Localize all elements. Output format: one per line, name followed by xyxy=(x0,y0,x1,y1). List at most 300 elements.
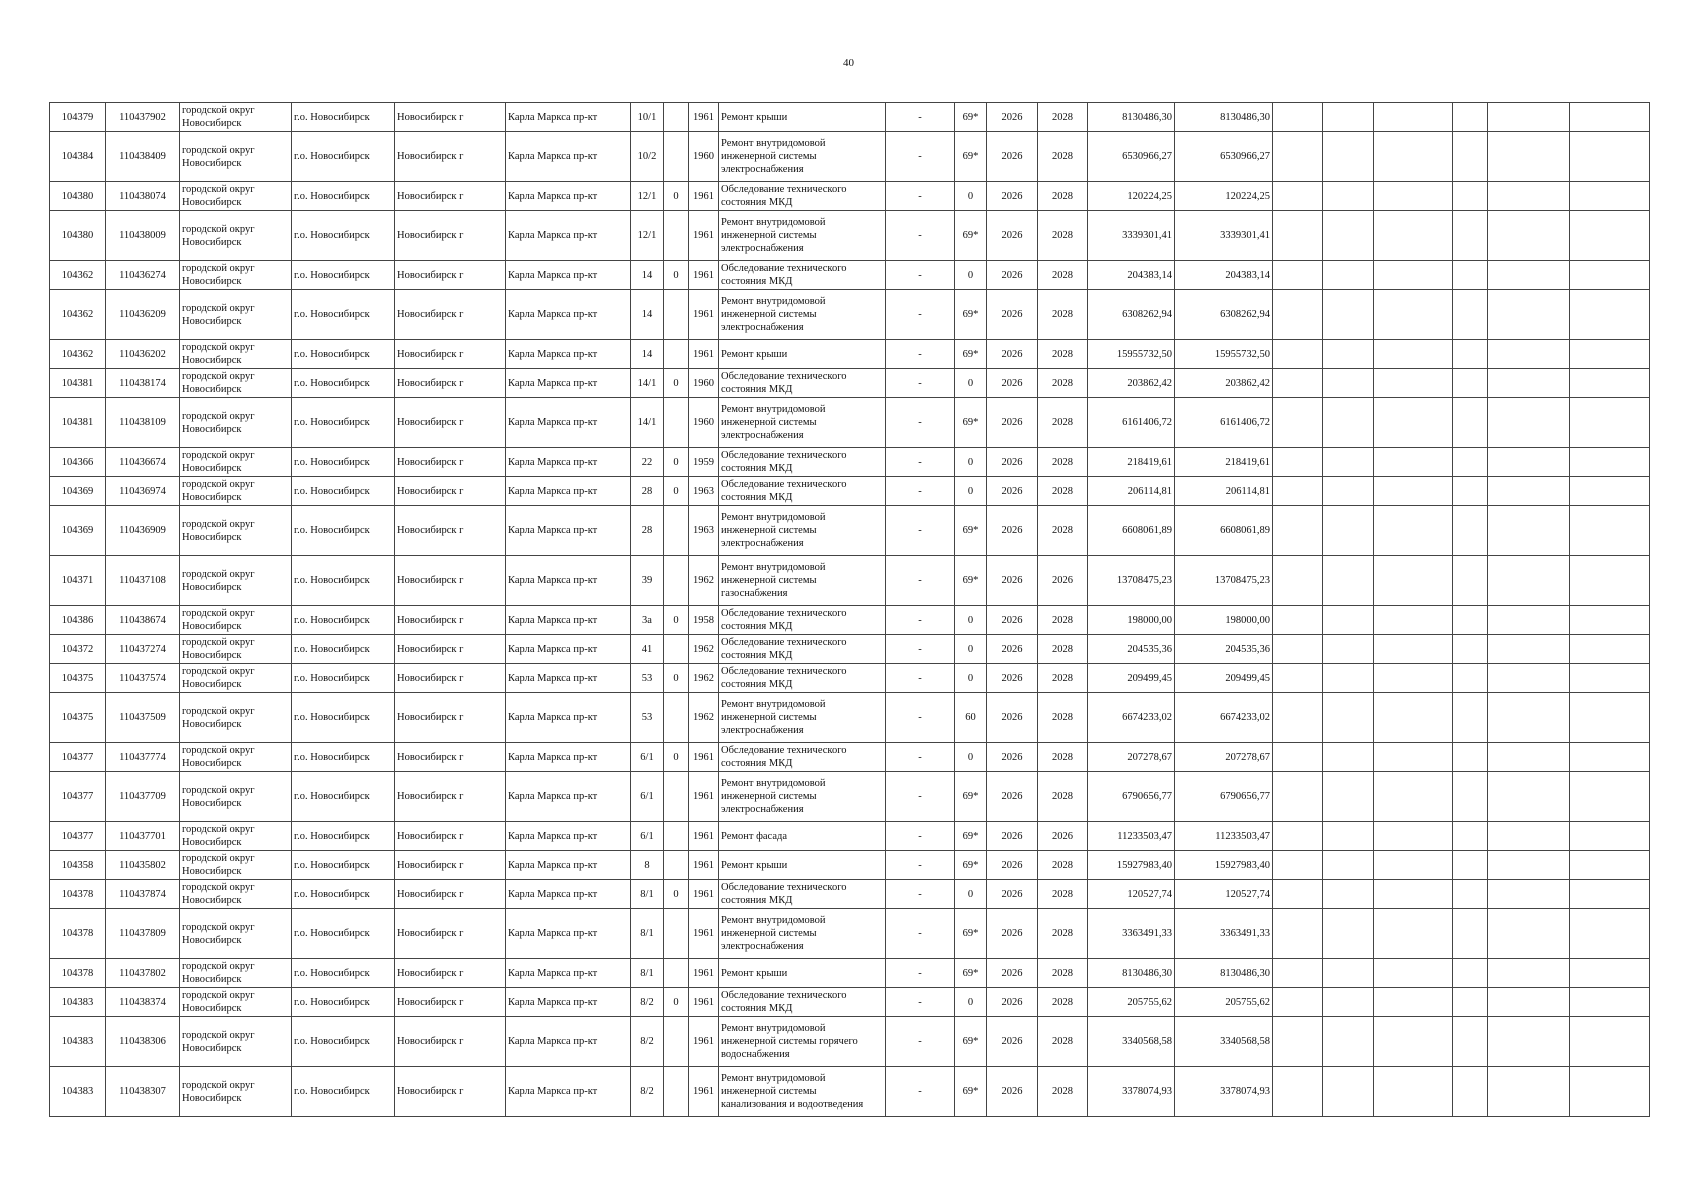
house-number-cell: 22 xyxy=(631,448,664,477)
empty-cell xyxy=(1374,664,1453,693)
work-type-cell: Ремонт внутридомовой инженерной системы электроснабжения xyxy=(719,772,886,822)
work-type-cell: Ремонт крыши xyxy=(719,959,886,988)
empty-cell xyxy=(1453,909,1488,959)
wear-percent-cell: 69* xyxy=(955,1017,987,1067)
empty-cell xyxy=(1374,398,1453,448)
wear-percent-cell: 0 xyxy=(955,606,987,635)
work-type-cell: Обследование технического состояния МКД xyxy=(719,988,886,1017)
object-id-cell: 104372 xyxy=(50,635,106,664)
mark-cell xyxy=(664,556,689,606)
empty-cell xyxy=(1570,369,1650,398)
total-cost-cell: 204383,14 xyxy=(1175,261,1273,290)
empty-cell xyxy=(1488,448,1570,477)
end-year-cell: 2028 xyxy=(1038,1017,1088,1067)
house-number-cell: 28 xyxy=(631,506,664,556)
object-id-cell: 104369 xyxy=(50,477,106,506)
table-row xyxy=(50,556,1650,606)
table-row xyxy=(50,211,1650,261)
municipality-cell: городской округ Новосибирск xyxy=(180,132,292,182)
empty-cell xyxy=(1374,822,1453,851)
empty-cell xyxy=(1570,1017,1650,1067)
mark-cell xyxy=(664,822,689,851)
build-year-cell: 1961 xyxy=(689,743,719,772)
table-row xyxy=(50,369,1650,398)
dash-cell: - xyxy=(886,1067,955,1117)
mark-cell xyxy=(664,211,689,261)
city-district-cell: г.о. Новосибирск xyxy=(292,506,395,556)
empty-cell xyxy=(1374,290,1453,340)
wear-percent-cell: 0 xyxy=(955,664,987,693)
cost-cell: 209499,45 xyxy=(1088,664,1175,693)
work-type-cell: Ремонт фасада xyxy=(719,822,886,851)
empty-cell xyxy=(1374,211,1453,261)
total-cost-cell: 11233503,47 xyxy=(1175,822,1273,851)
municipality-cell: городской округ Новосибирск xyxy=(180,880,292,909)
empty-cell xyxy=(1453,132,1488,182)
mark-cell: 0 xyxy=(664,664,689,693)
work-code-cell: 110437902 xyxy=(106,103,180,132)
empty-cell xyxy=(1273,448,1323,477)
work-type-cell: Ремонт внутридомовой инженерной системы электроснабжения xyxy=(719,211,886,261)
build-year-cell: 1961 xyxy=(689,211,719,261)
empty-cell xyxy=(1374,261,1453,290)
end-year-cell: 2028 xyxy=(1038,664,1088,693)
build-year-cell: 1963 xyxy=(689,477,719,506)
build-year-cell: 1958 xyxy=(689,606,719,635)
work-type-cell: Обследование технического состояния МКД xyxy=(719,477,886,506)
empty-cell xyxy=(1323,132,1374,182)
dash-cell: - xyxy=(886,182,955,211)
object-id-cell: 104377 xyxy=(50,743,106,772)
house-number-cell: 53 xyxy=(631,693,664,743)
empty-cell xyxy=(1323,261,1374,290)
empty-cell xyxy=(1488,1017,1570,1067)
empty-cell xyxy=(1273,369,1323,398)
empty-cell xyxy=(1374,1067,1453,1117)
street-cell: Карла Маркса пр-кт xyxy=(506,340,631,369)
empty-cell xyxy=(1374,959,1453,988)
total-cost-cell: 209499,45 xyxy=(1175,664,1273,693)
work-code-cell: 110438009 xyxy=(106,211,180,261)
start-year-cell: 2026 xyxy=(987,959,1038,988)
street-cell: Карла Маркса пр-кт xyxy=(506,959,631,988)
start-year-cell: 2026 xyxy=(987,851,1038,880)
end-year-cell: 2028 xyxy=(1038,1067,1088,1117)
start-year-cell: 2026 xyxy=(987,132,1038,182)
settlement-cell: Новосибирск г xyxy=(395,851,506,880)
municipality-cell: городской округ Новосибирск xyxy=(180,211,292,261)
wear-percent-cell: 69* xyxy=(955,1067,987,1117)
city-district-cell: г.о. Новосибирск xyxy=(292,132,395,182)
settlement-cell: Новосибирск г xyxy=(395,182,506,211)
empty-cell xyxy=(1273,909,1323,959)
start-year-cell: 2026 xyxy=(987,743,1038,772)
dash-cell: - xyxy=(886,132,955,182)
municipality-cell: городской округ Новосибирск xyxy=(180,261,292,290)
table-row xyxy=(50,664,1650,693)
empty-cell xyxy=(1273,398,1323,448)
end-year-cell: 2028 xyxy=(1038,448,1088,477)
table-row xyxy=(50,103,1650,132)
municipality-cell: городской округ Новосибирск xyxy=(180,959,292,988)
settlement-cell: Новосибирск г xyxy=(395,290,506,340)
street-cell: Карла Маркса пр-кт xyxy=(506,261,631,290)
empty-cell xyxy=(1488,340,1570,369)
settlement-cell: Новосибирск г xyxy=(395,211,506,261)
street-cell: Карла Маркса пр-кт xyxy=(506,506,631,556)
street-cell: Карла Маркса пр-кт xyxy=(506,398,631,448)
house-number-cell: 10/1 xyxy=(631,103,664,132)
municipality-cell: городской округ Новосибирск xyxy=(180,369,292,398)
work-code-cell: 110437874 xyxy=(106,880,180,909)
empty-cell xyxy=(1273,182,1323,211)
street-cell: Карла Маркса пр-кт xyxy=(506,556,631,606)
object-id-cell: 104377 xyxy=(50,772,106,822)
empty-cell xyxy=(1374,880,1453,909)
empty-cell xyxy=(1323,477,1374,506)
city-district-cell: г.о. Новосибирск xyxy=(292,398,395,448)
cost-cell: 206114,81 xyxy=(1088,477,1175,506)
table-body xyxy=(50,103,1650,1117)
cost-cell: 15955732,50 xyxy=(1088,340,1175,369)
build-year-cell: 1961 xyxy=(689,880,719,909)
empty-cell xyxy=(1453,506,1488,556)
empty-cell xyxy=(1488,988,1570,1017)
start-year-cell: 2026 xyxy=(987,772,1038,822)
wear-percent-cell: 0 xyxy=(955,477,987,506)
empty-cell xyxy=(1374,103,1453,132)
work-type-cell: Ремонт внутридомовой инженерной системы электроснабжения xyxy=(719,506,886,556)
mark-cell xyxy=(664,1067,689,1117)
empty-cell xyxy=(1453,693,1488,743)
empty-cell xyxy=(1488,693,1570,743)
city-district-cell: г.о. Новосибирск xyxy=(292,369,395,398)
street-cell: Карла Маркса пр-кт xyxy=(506,988,631,1017)
empty-cell xyxy=(1273,477,1323,506)
street-cell: Карла Маркса пр-кт xyxy=(506,635,631,664)
table-row xyxy=(50,132,1650,182)
work-code-cell: 110437274 xyxy=(106,635,180,664)
city-district-cell: г.о. Новосибирск xyxy=(292,693,395,743)
cost-cell: 3378074,93 xyxy=(1088,1067,1175,1117)
settlement-cell: Новосибирск г xyxy=(395,635,506,664)
empty-cell xyxy=(1570,606,1650,635)
empty-cell xyxy=(1323,369,1374,398)
object-id-cell: 104383 xyxy=(50,1017,106,1067)
total-cost-cell: 13708475,23 xyxy=(1175,556,1273,606)
cost-cell: 120527,74 xyxy=(1088,880,1175,909)
start-year-cell: 2026 xyxy=(987,1067,1038,1117)
work-code-cell: 110437108 xyxy=(106,556,180,606)
work-type-cell: Обследование технического состояния МКД xyxy=(719,369,886,398)
city-district-cell: г.о. Новосибирск xyxy=(292,211,395,261)
empty-cell xyxy=(1273,1017,1323,1067)
total-cost-cell: 15927983,40 xyxy=(1175,851,1273,880)
empty-cell xyxy=(1488,743,1570,772)
empty-cell xyxy=(1570,506,1650,556)
mark-cell xyxy=(664,959,689,988)
object-id-cell: 104375 xyxy=(50,693,106,743)
municipality-cell: городской округ Новосибирск xyxy=(180,822,292,851)
start-year-cell: 2026 xyxy=(987,506,1038,556)
mark-cell: 0 xyxy=(664,606,689,635)
empty-cell xyxy=(1323,606,1374,635)
start-year-cell: 2026 xyxy=(987,1017,1038,1067)
dash-cell: - xyxy=(886,448,955,477)
street-cell: Карла Маркса пр-кт xyxy=(506,851,631,880)
total-cost-cell: 6530966,27 xyxy=(1175,132,1273,182)
empty-cell xyxy=(1488,822,1570,851)
table-row xyxy=(50,398,1650,448)
empty-cell xyxy=(1570,772,1650,822)
build-year-cell: 1961 xyxy=(689,822,719,851)
empty-cell xyxy=(1323,103,1374,132)
empty-cell xyxy=(1273,822,1323,851)
total-cost-cell: 3340568,58 xyxy=(1175,1017,1273,1067)
empty-cell xyxy=(1323,822,1374,851)
end-year-cell: 2028 xyxy=(1038,909,1088,959)
house-number-cell: 8/1 xyxy=(631,959,664,988)
wear-percent-cell: 69* xyxy=(955,556,987,606)
end-year-cell: 2028 xyxy=(1038,606,1088,635)
object-id-cell: 104383 xyxy=(50,988,106,1017)
empty-cell xyxy=(1323,743,1374,772)
empty-cell xyxy=(1273,851,1323,880)
work-type-cell: Ремонт внутридомовой инженерной системы электроснабжения xyxy=(719,132,886,182)
mark-cell xyxy=(664,851,689,880)
work-code-cell: 110438074 xyxy=(106,182,180,211)
street-cell: Карла Маркса пр-кт xyxy=(506,1067,631,1117)
wear-percent-cell: 69* xyxy=(955,340,987,369)
municipality-cell: городской округ Новосибирск xyxy=(180,1067,292,1117)
cost-cell: 204535,36 xyxy=(1088,635,1175,664)
settlement-cell: Новосибирск г xyxy=(395,693,506,743)
city-district-cell: г.о. Новосибирск xyxy=(292,988,395,1017)
house-number-cell: 8/2 xyxy=(631,1017,664,1067)
empty-cell xyxy=(1570,851,1650,880)
empty-cell xyxy=(1323,693,1374,743)
house-number-cell: 12/1 xyxy=(631,211,664,261)
empty-cell xyxy=(1570,822,1650,851)
work-code-cell: 110438306 xyxy=(106,1017,180,1067)
empty-cell xyxy=(1488,959,1570,988)
street-cell: Карла Маркса пр-кт xyxy=(506,664,631,693)
wear-percent-cell: 69* xyxy=(955,398,987,448)
settlement-cell: Новосибирск г xyxy=(395,664,506,693)
empty-cell xyxy=(1273,556,1323,606)
work-code-cell: 110437802 xyxy=(106,959,180,988)
empty-cell xyxy=(1570,1067,1650,1117)
total-cost-cell: 6790656,77 xyxy=(1175,772,1273,822)
house-number-cell: 6/1 xyxy=(631,822,664,851)
empty-cell xyxy=(1570,664,1650,693)
house-number-cell: 28 xyxy=(631,477,664,506)
municipality-cell: городской округ Новосибирск xyxy=(180,103,292,132)
settlement-cell: Новосибирск г xyxy=(395,909,506,959)
empty-cell xyxy=(1570,909,1650,959)
empty-cell xyxy=(1488,772,1570,822)
start-year-cell: 2026 xyxy=(987,448,1038,477)
empty-cell xyxy=(1374,477,1453,506)
city-district-cell: г.о. Новосибирск xyxy=(292,880,395,909)
settlement-cell: Новосибирск г xyxy=(395,1017,506,1067)
wear-percent-cell: 69* xyxy=(955,822,987,851)
wear-percent-cell: 60 xyxy=(955,693,987,743)
house-number-cell: 8 xyxy=(631,851,664,880)
municipality-cell: городской округ Новосибирск xyxy=(180,851,292,880)
total-cost-cell: 8130486,30 xyxy=(1175,103,1273,132)
empty-cell xyxy=(1453,103,1488,132)
end-year-cell: 2028 xyxy=(1038,851,1088,880)
cost-cell: 6530966,27 xyxy=(1088,132,1175,182)
build-year-cell: 1961 xyxy=(689,1067,719,1117)
dash-cell: - xyxy=(886,261,955,290)
municipality-cell: городской округ Новосибирск xyxy=(180,772,292,822)
table-row xyxy=(50,290,1650,340)
mark-cell xyxy=(664,909,689,959)
settlement-cell: Новосибирск г xyxy=(395,880,506,909)
cost-cell: 203862,42 xyxy=(1088,369,1175,398)
cost-cell: 218419,61 xyxy=(1088,448,1175,477)
municipality-cell: городской округ Новосибирск xyxy=(180,556,292,606)
empty-cell xyxy=(1273,211,1323,261)
empty-cell xyxy=(1323,664,1374,693)
wear-percent-cell: 69* xyxy=(955,506,987,556)
total-cost-cell: 6674233,02 xyxy=(1175,693,1273,743)
empty-cell xyxy=(1323,772,1374,822)
object-id-cell: 104371 xyxy=(50,556,106,606)
wear-percent-cell: 69* xyxy=(955,132,987,182)
mark-cell xyxy=(664,103,689,132)
empty-cell xyxy=(1323,880,1374,909)
build-year-cell: 1960 xyxy=(689,369,719,398)
build-year-cell: 1961 xyxy=(689,261,719,290)
house-number-cell: 8/2 xyxy=(631,988,664,1017)
empty-cell xyxy=(1323,635,1374,664)
municipality-cell: городской округ Новосибирск xyxy=(180,635,292,664)
end-year-cell: 2026 xyxy=(1038,822,1088,851)
start-year-cell: 2026 xyxy=(987,261,1038,290)
empty-cell xyxy=(1453,211,1488,261)
municipality-cell: городской округ Новосибирск xyxy=(180,909,292,959)
empty-cell xyxy=(1273,290,1323,340)
empty-cell xyxy=(1570,261,1650,290)
work-type-cell: Ремонт внутридомовой инженерной системы газоснабжения xyxy=(719,556,886,606)
end-year-cell: 2028 xyxy=(1038,772,1088,822)
work-type-cell: Обследование технического состояния МКД xyxy=(719,743,886,772)
end-year-cell: 2028 xyxy=(1038,290,1088,340)
wear-percent-cell: 69* xyxy=(955,290,987,340)
city-district-cell: г.о. Новосибирск xyxy=(292,772,395,822)
start-year-cell: 2026 xyxy=(987,182,1038,211)
city-district-cell: г.о. Новосибирск xyxy=(292,959,395,988)
empty-cell xyxy=(1323,988,1374,1017)
object-id-cell: 104362 xyxy=(50,290,106,340)
cost-cell: 207278,67 xyxy=(1088,743,1175,772)
dash-cell: - xyxy=(886,851,955,880)
empty-cell xyxy=(1453,772,1488,822)
empty-cell xyxy=(1488,398,1570,448)
end-year-cell: 2028 xyxy=(1038,132,1088,182)
street-cell: Карла Маркса пр-кт xyxy=(506,909,631,959)
street-cell: Карла Маркса пр-кт xyxy=(506,772,631,822)
empty-cell xyxy=(1273,340,1323,369)
empty-cell xyxy=(1374,132,1453,182)
empty-cell xyxy=(1374,556,1453,606)
work-code-cell: 110438409 xyxy=(106,132,180,182)
dash-cell: - xyxy=(886,211,955,261)
work-code-cell: 110438374 xyxy=(106,988,180,1017)
city-district-cell: г.о. Новосибирск xyxy=(292,448,395,477)
municipality-cell: городской округ Новосибирск xyxy=(180,398,292,448)
end-year-cell: 2028 xyxy=(1038,398,1088,448)
work-type-cell: Обследование технического состояния МКД xyxy=(719,182,886,211)
start-year-cell: 2026 xyxy=(987,909,1038,959)
work-code-cell: 110437701 xyxy=(106,822,180,851)
work-code-cell: 110437774 xyxy=(106,743,180,772)
build-year-cell: 1961 xyxy=(689,340,719,369)
total-cost-cell: 207278,67 xyxy=(1175,743,1273,772)
empty-cell xyxy=(1374,743,1453,772)
work-code-cell: 110438674 xyxy=(106,606,180,635)
empty-cell xyxy=(1453,398,1488,448)
empty-cell xyxy=(1323,398,1374,448)
empty-cell xyxy=(1323,1067,1374,1117)
city-district-cell: г.о. Новосибирск xyxy=(292,851,395,880)
empty-cell xyxy=(1273,743,1323,772)
wear-percent-cell: 69* xyxy=(955,959,987,988)
empty-cell xyxy=(1488,369,1570,398)
wear-percent-cell: 69* xyxy=(955,909,987,959)
settlement-cell: Новосибирск г xyxy=(395,398,506,448)
object-id-cell: 104380 xyxy=(50,182,106,211)
empty-cell xyxy=(1570,556,1650,606)
work-code-cell: 110436274 xyxy=(106,261,180,290)
empty-cell xyxy=(1453,851,1488,880)
empty-cell xyxy=(1273,635,1323,664)
work-type-cell: Ремонт внутридомовой инженерной системы канализования и водоотведения xyxy=(719,1067,886,1117)
total-cost-cell: 218419,61 xyxy=(1175,448,1273,477)
start-year-cell: 2026 xyxy=(987,635,1038,664)
end-year-cell: 2028 xyxy=(1038,369,1088,398)
object-id-cell: 104362 xyxy=(50,261,106,290)
start-year-cell: 2026 xyxy=(987,398,1038,448)
municipality-cell: городской округ Новосибирск xyxy=(180,448,292,477)
table-row xyxy=(50,1067,1650,1117)
mark-cell xyxy=(664,290,689,340)
table-row xyxy=(50,340,1650,369)
empty-cell xyxy=(1374,693,1453,743)
end-year-cell: 2028 xyxy=(1038,477,1088,506)
empty-cell xyxy=(1488,556,1570,606)
mark-cell xyxy=(664,132,689,182)
start-year-cell: 2026 xyxy=(987,664,1038,693)
settlement-cell: Новосибирск г xyxy=(395,959,506,988)
house-number-cell: 14 xyxy=(631,340,664,369)
empty-cell xyxy=(1374,772,1453,822)
object-id-cell: 104378 xyxy=(50,909,106,959)
empty-cell xyxy=(1488,635,1570,664)
empty-cell xyxy=(1488,103,1570,132)
mark-cell xyxy=(664,1017,689,1067)
street-cell: Карла Маркса пр-кт xyxy=(506,132,631,182)
cost-cell: 198000,00 xyxy=(1088,606,1175,635)
empty-cell xyxy=(1453,369,1488,398)
settlement-cell: Новосибирск г xyxy=(395,340,506,369)
cost-cell: 11233503,47 xyxy=(1088,822,1175,851)
build-year-cell: 1961 xyxy=(689,182,719,211)
empty-cell xyxy=(1323,211,1374,261)
